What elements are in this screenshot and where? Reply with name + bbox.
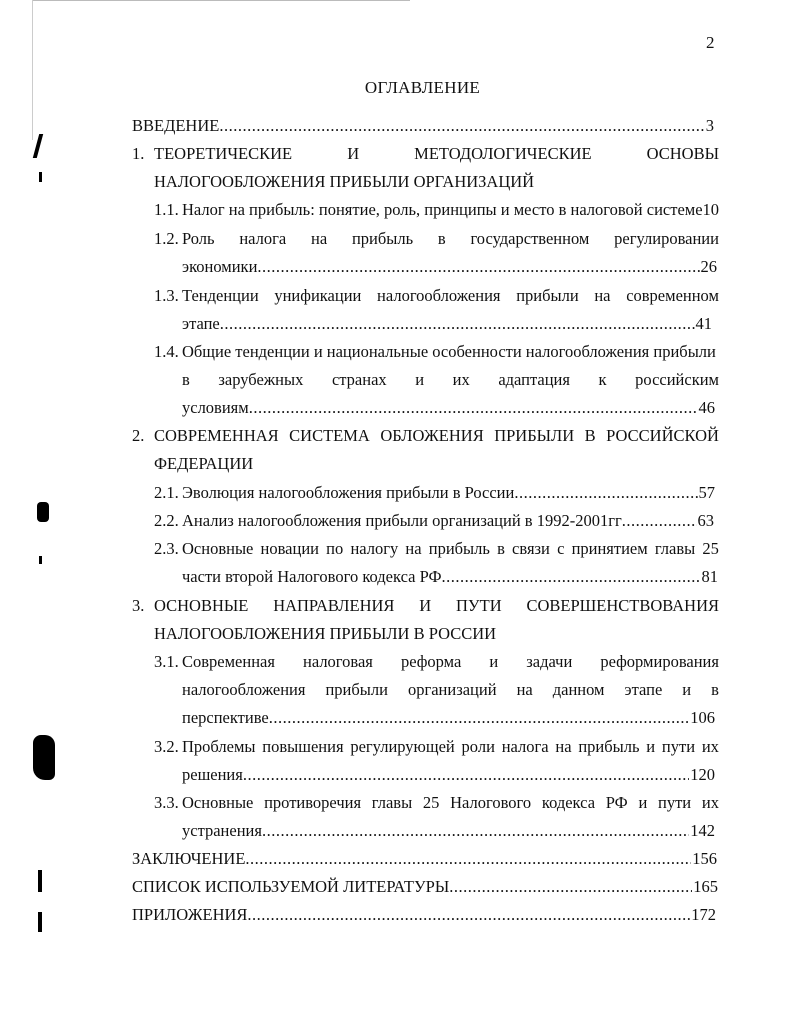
scan-mark [33, 134, 43, 158]
chapter-2-number: 2. [132, 426, 145, 445]
toc-section-3-3-line2: устранения ..... 142 [182, 821, 715, 841]
scan-mark [37, 502, 49, 522]
section-2-2-number: 2.2. [154, 511, 179, 530]
scan-mark [33, 735, 55, 780]
section-3-1-number: 3.1. [154, 652, 179, 671]
toc-section-2-3-line2: части второй Налогового кодекса РФ ..... 81 [182, 567, 718, 587]
toc-chapter-3-line2: НАЛОГООБЛОЖЕНИЯ ПРИБЫЛИ В РОССИИ [154, 624, 497, 643]
section-3-2-number: 3.2. [154, 737, 179, 756]
toc-section-1-3-line2: этапе ..... 41 [182, 314, 712, 334]
toc-title: ОГЛАВЛЕНИЕ [364, 78, 481, 97]
toc-section-1-4-line2: в зарубежных странах и их адаптация к российским [182, 370, 719, 389]
toc-chapter-1[interactable]: ТЕОРЕТИЧЕСКИЕ И МЕТОДОЛОГИЧЕСКИЕ ОСНОВЫ [154, 144, 719, 163]
toc-entry-literature[interactable]: СПИСОК ИСПОЛЬЗУЕМОЙ ЛИТЕРАТУРЫ ..... 165 [132, 877, 718, 897]
section-1-2-number: 1.2. [154, 229, 179, 248]
toc-chapter-3[interactable]: ОСНОВНЫЕ НАПРАВЛЕНИЯ И ПУТИ СОВЕРШЕНСТВОВАНИЯ [154, 596, 719, 615]
scan-mark [38, 870, 42, 892]
toc-chapter-1-line2: НАЛОГООБЛОЖЕНИЯ ПРИБЫЛИ ОРГАНИЗАЦИЙ [154, 172, 535, 191]
toc-entry-conclusion[interactable]: ЗАКЛЮЧЕНИЕ ..... 156 [132, 849, 717, 869]
toc-section-1-1[interactable]: Налог на прибыль: понятие, роль, принципы и место в налоговой системе10 [182, 200, 720, 219]
toc-section-3-1[interactable]: Современная налоговая реформа и задачи реформирования [182, 652, 719, 671]
toc-section-2-3[interactable]: Основные новации по налогу на прибыль в связи с принятием главы 25 [182, 539, 719, 558]
toc-section-3-2[interactable]: Проблемы повышения регулирующей роли налога на прибыль и пути их [182, 737, 719, 756]
chapter-3-number: 3. [132, 596, 145, 615]
toc-section-2-2[interactable]: Анализ налогообложения прибыли организаций в 1992-2001гг ..... 63 [182, 511, 714, 531]
scan-mark [39, 556, 42, 564]
scan-border-left [32, 0, 33, 140]
scan-mark [38, 912, 42, 932]
toc-entry-intro[interactable]: ВВЕДЕНИЕ ..... 3 [132, 116, 714, 136]
toc-entry-appendix[interactable]: ПРИЛОЖЕНИЯ ..... 172 [132, 905, 716, 925]
toc-section-2-1[interactable]: Эволюция налогообложения прибыли в России ..... 57 [182, 483, 715, 503]
toc-section-1-2[interactable]: Роль налога на прибыль в государственном регулировании [182, 229, 719, 248]
toc-chapter-2-line2: ФЕДЕРАЦИИ [154, 454, 254, 473]
section-2-1-number: 2.1. [154, 483, 179, 502]
toc-section-1-4[interactable]: Общие тенденции и национальные особенности налогообложения прибыли [182, 342, 716, 361]
toc-section-3-3[interactable]: Основные противоречия главы 25 Налогового кодекса РФ и пути их [182, 793, 719, 812]
chapter-1-number: 1. [132, 144, 145, 163]
toc-section-3-1-line2: налогообложения прибыли организаций на данном этапе и в [182, 680, 719, 699]
page-number: 2 [706, 33, 715, 52]
section-2-3-number: 2.3. [154, 539, 179, 558]
section-3-3-number: 3.3. [154, 793, 179, 812]
toc-section-1-2-line2: экономики ..... 26 [182, 257, 717, 277]
scan-mark [39, 172, 42, 182]
section-1-3-number: 1.3. [154, 286, 179, 305]
toc-chapter-2[interactable]: СОВРЕМЕННАЯ СИСТЕМА ОБЛОЖЕНИЯ ПРИБЫЛИ В РОССИЙСКОЙ [154, 426, 719, 445]
toc-section-1-4-line3: условиям ..... 46 [182, 398, 715, 418]
toc-section-1-3[interactable]: Тенденции унификации налогообложения прибыли на современном [182, 286, 719, 305]
scan-border-top [32, 0, 410, 1]
section-1-1-number: 1.1. [154, 200, 179, 219]
toc-section-3-2-line2: решения ..... 120 [182, 765, 715, 785]
toc-section-3-1-line3: перспективе ..... 106 [182, 708, 715, 728]
section-1-4-number: 1.4. [154, 342, 179, 361]
